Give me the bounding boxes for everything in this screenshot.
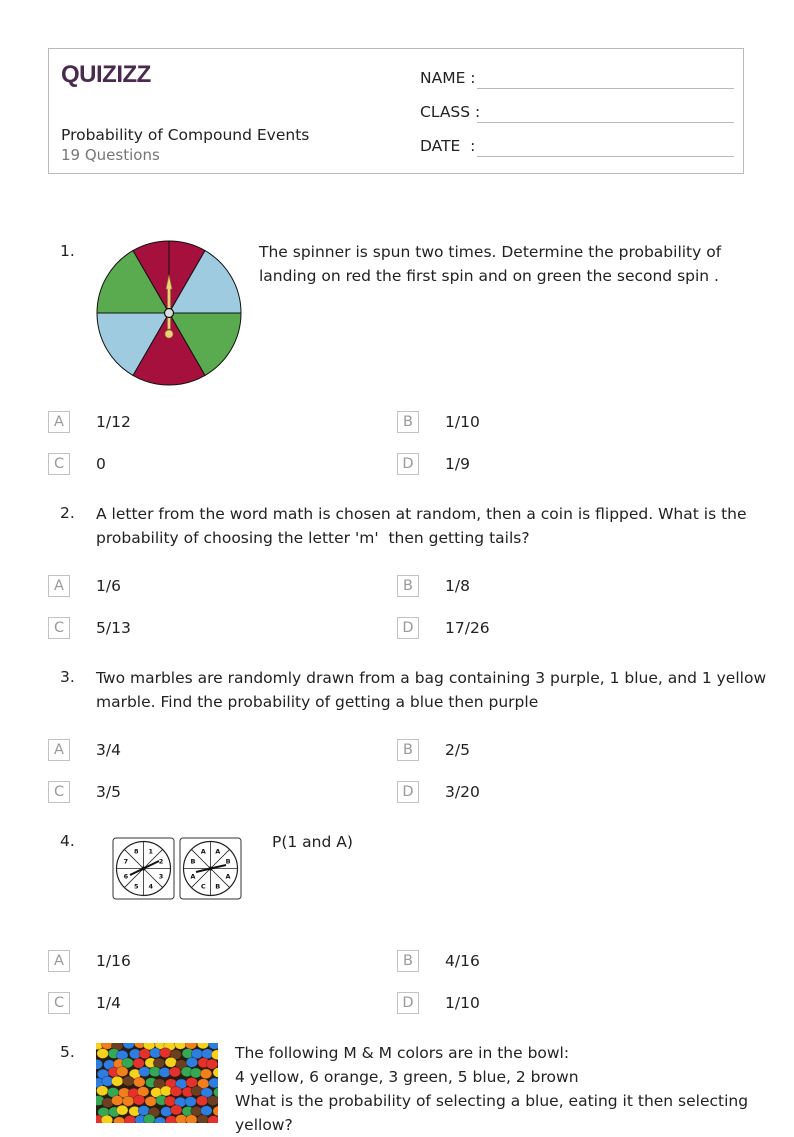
question-number: 5.: [60, 1043, 75, 1061]
option-text[interactable]: 4/16: [445, 952, 480, 970]
candy: [169, 1067, 181, 1077]
option-text[interactable]: 0: [96, 455, 106, 473]
option-letter-box[interactable]: B: [397, 739, 419, 761]
question-text-line: landing on red the first spin and on green the second spin .: [259, 267, 719, 285]
question-text: [96, 666, 766, 714]
candy: [208, 1115, 218, 1123]
option-text[interactable]: 1/4: [96, 994, 121, 1012]
candy: [123, 1043, 135, 1049]
candy: [124, 1115, 136, 1123]
spinner-label: A: [225, 872, 231, 881]
spinner-label: B: [215, 882, 221, 891]
question-text-line: The spinner is spun two times. Determine the probability of: [259, 243, 722, 261]
candy: [161, 1107, 173, 1117]
question-number: 3.: [60, 668, 75, 686]
option-letter-box[interactable]: C: [48, 992, 70, 1014]
question-text-line: A letter from the word math is chosen at random, then a coin is flipped. What is the: [96, 505, 747, 523]
candy: [134, 1077, 146, 1087]
option-text[interactable]: 1/6: [96, 577, 121, 595]
worksheet-header: [48, 48, 744, 174]
question-text-line: Two marbles are randomly drawn from a bag containing 3 purple, 1 blue, and 1 yellow: [96, 669, 767, 687]
spinner-label: C: [200, 882, 206, 891]
question-count: 19 Questions: [61, 146, 160, 164]
class-label: CLASS :: [420, 103, 481, 121]
candy: [170, 1086, 182, 1096]
option-letter-box[interactable]: B: [397, 575, 419, 597]
date-label: DATE :: [420, 137, 476, 155]
candy: [201, 1106, 213, 1116]
class-field[interactable]: [420, 103, 734, 127]
candy: [186, 1115, 198, 1123]
question-text-line: What is the probability of selecting a blue, eating it then selecting: [235, 1092, 749, 1110]
candy: [185, 1097, 197, 1107]
option-text[interactable]: 5/13: [96, 619, 131, 637]
question-number: 1.: [60, 242, 75, 260]
svg-text:QUIZIZZ: QUIZIZZ: [61, 61, 151, 88]
spinner-label: A: [200, 847, 206, 856]
option-letter-box[interactable]: A: [48, 739, 70, 761]
spinner-label: B: [225, 857, 231, 866]
candy: [139, 1067, 151, 1077]
option-text[interactable]: 3/5: [96, 783, 121, 801]
candy: [97, 1086, 109, 1096]
option-text[interactable]: 3/4: [96, 741, 121, 759]
option-letter-box[interactable]: C: [48, 453, 70, 475]
option-letter-box[interactable]: D: [397, 781, 419, 803]
option-text[interactable]: 1/10: [445, 413, 480, 431]
candy: [123, 1076, 135, 1086]
candy: [186, 1057, 198, 1067]
option-letter-box[interactable]: D: [397, 992, 419, 1014]
name-label: NAME :: [420, 69, 476, 87]
candy: [139, 1049, 151, 1059]
spinner-label: 3: [158, 872, 164, 881]
name-field[interactable]: [420, 69, 734, 93]
question-number: 2.: [60, 504, 75, 522]
candy: [196, 1096, 208, 1106]
candy: [122, 1096, 134, 1106]
question-text: [259, 240, 721, 288]
spinner-label: 4: [148, 882, 154, 891]
option-letter-box[interactable]: A: [48, 411, 70, 433]
candy: [133, 1095, 145, 1105]
option-text[interactable]: 1/10: [445, 994, 480, 1012]
candy: [207, 1096, 218, 1106]
date-line[interactable]: [477, 156, 734, 157]
question-text: [96, 502, 747, 550]
option-letter-box[interactable]: D: [397, 453, 419, 475]
option-text[interactable]: 1/16: [96, 952, 131, 970]
option-text[interactable]: 1/12: [96, 413, 131, 431]
two-spinners-image: [112, 837, 242, 900]
option-letter-box[interactable]: C: [48, 617, 70, 639]
date-field[interactable]: [420, 137, 734, 161]
question-text-line: marble. Find the probability of getting a blue then purple: [96, 693, 539, 711]
candy: [170, 1105, 182, 1115]
question-text-line: probability of choosing the letter 'm' then getting tails?: [96, 529, 530, 547]
candy: [116, 1067, 128, 1077]
candy: [190, 1068, 202, 1078]
candy: [200, 1069, 212, 1079]
candy: [154, 1117, 166, 1123]
candy: [96, 1059, 103, 1069]
spinner-label: 5: [133, 882, 139, 891]
spinner-label: 8: [133, 847, 139, 856]
spinner-label: 2: [158, 857, 164, 866]
question-number: 4.: [60, 832, 75, 850]
option-text[interactable]: 1/8: [445, 577, 470, 595]
worksheet-title: Probability of Compound Events: [61, 126, 310, 144]
candy: [165, 1057, 177, 1067]
candy: [113, 1117, 125, 1123]
option-letter-box[interactable]: A: [48, 575, 70, 597]
question-text-line: yellow?: [235, 1116, 293, 1134]
spinner-image: [95, 239, 243, 387]
spinner-label: A: [215, 847, 221, 856]
option-text[interactable]: 3/20: [445, 783, 480, 801]
option-text[interactable]: 1/9: [445, 455, 470, 473]
candy: [213, 1106, 218, 1116]
candy-photo: [96, 1043, 218, 1123]
candy: [191, 1086, 203, 1096]
option-text[interactable]: 17/26: [445, 619, 490, 637]
option-letter-box[interactable]: B: [397, 411, 419, 433]
candy: [97, 1048, 109, 1058]
spinner-label: 7: [123, 857, 129, 866]
candy: [159, 1067, 171, 1077]
option-letter-box[interactable]: B: [397, 950, 419, 972]
class-line[interactable]: [477, 122, 734, 123]
candy: [116, 1105, 128, 1115]
name-line[interactable]: [477, 88, 734, 89]
quizizz-logo: [61, 61, 153, 93]
question-text: [272, 830, 353, 854]
question-text-line: 4 yellow, 6 orange, 3 green, 5 blue, 2 brown: [235, 1068, 579, 1086]
candy: [101, 1115, 113, 1123]
question-text-line: P(1 and A): [272, 833, 353, 851]
option-letter-box[interactable]: C: [48, 781, 70, 803]
spinner-label: 6: [123, 872, 129, 881]
candy: [197, 1043, 209, 1049]
candy: [209, 1078, 218, 1088]
candy: [160, 1048, 172, 1058]
candy: [209, 1043, 218, 1049]
candy: [111, 1076, 123, 1086]
candy: [143, 1114, 155, 1123]
spinner-label: A: [190, 872, 196, 881]
candy: [175, 1043, 187, 1049]
spinner-label: B: [190, 857, 196, 866]
option-letter-box[interactable]: D: [397, 617, 419, 639]
candy: [164, 1096, 176, 1106]
candy: [111, 1095, 123, 1105]
option-letter-box[interactable]: A: [48, 950, 70, 972]
candy: [197, 1115, 209, 1123]
option-text[interactable]: 2/5: [445, 741, 470, 759]
spinner-label: 1: [148, 847, 154, 856]
candy: [145, 1096, 157, 1106]
candy: [206, 1059, 218, 1069]
question-text-line: The following M & M colors are in the bowl:: [235, 1044, 570, 1062]
